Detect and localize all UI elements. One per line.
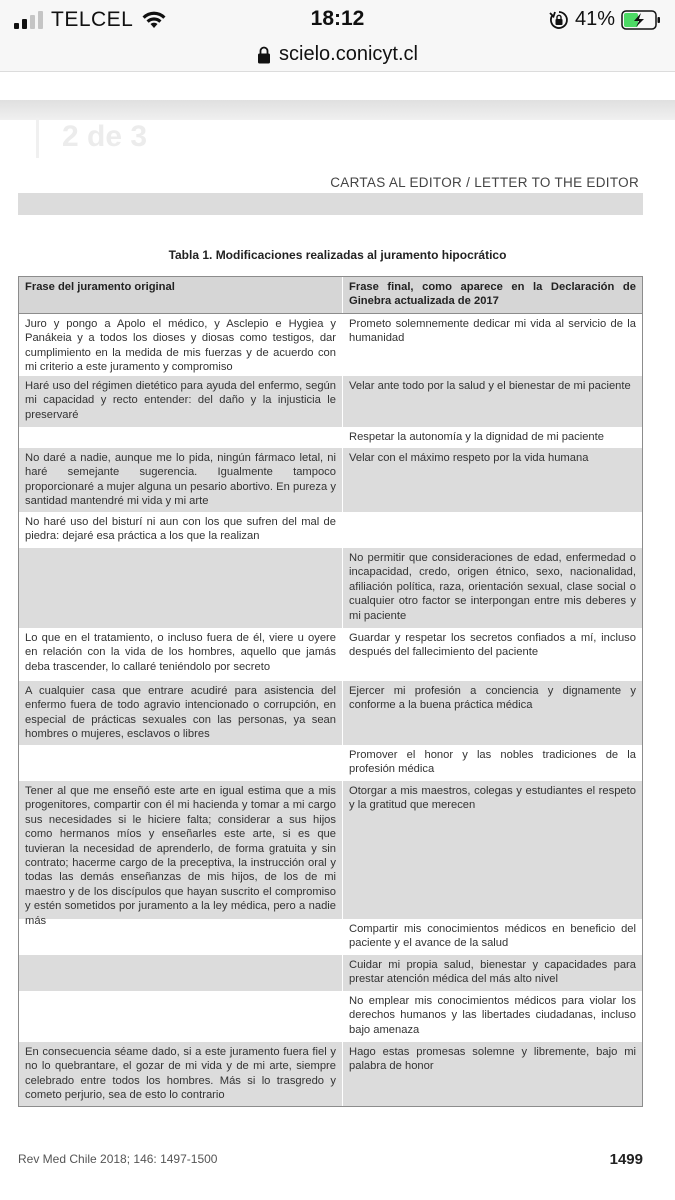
- cell-original: [19, 955, 343, 991]
- table-row: [19, 681, 642, 745]
- column-header-original: Frase del juramento original: [19, 277, 343, 313]
- header-band: [18, 193, 643, 215]
- table-row: [19, 955, 642, 991]
- table-row: [19, 745, 642, 781]
- cell-original: [19, 548, 343, 628]
- cell-final: No emplear mis conocimientos médicos para violar los derechos humanos y las libertades ciudadanas, incluso bajo amenaza: [349, 995, 636, 1036]
- table-row: [19, 781, 642, 927]
- cell-final: Velar ante todo por la salud y el bienestar de mi paciente: [349, 380, 631, 392]
- table-row: [19, 512, 642, 548]
- page-counter: 2 de 3: [62, 120, 148, 153]
- cell-final: Ejercer mi profesión a conciencia y dignamente y conforme a la buena práctica médica: [349, 685, 636, 712]
- battery-percent: 41%: [574, 8, 615, 30]
- lock-icon: [257, 46, 271, 64]
- table-row: [19, 427, 642, 448]
- table-row: [19, 991, 642, 1042]
- page-top-shadow: [0, 100, 675, 120]
- cell-original: [19, 991, 343, 1042]
- table-row: [19, 548, 642, 628]
- table-row: [19, 919, 642, 955]
- page-counter-bar: [36, 118, 39, 158]
- page-number: 1499: [609, 1151, 643, 1168]
- cell-original: A cualquier casa que entrare acudiré para asistencia del enfermo fuera de todo agravio intencionado o corrupción, en especial de prácticas sexuales con las personas, ya sean hombres o mujeres, esclavos o libres: [19, 681, 343, 745]
- oath-table: [18, 276, 643, 1107]
- cell-final: Cuidar mi propia salud, bienestar y capacidades para prestar atención médica del más alto nivel: [349, 959, 636, 986]
- cell-final: Velar con el máximo respeto por la vida humana: [349, 452, 589, 464]
- cell-original: Haré uso del régimen dietético para ayuda del enfermo, según mi capacidad y recto entender: del daño y la injusticia le preservaré: [19, 376, 343, 427]
- table-row: [19, 448, 642, 512]
- cell-final: Otorgar a mis maestros, colegas y estudiantes el respeto y la gratitud que merecen: [349, 785, 636, 812]
- cell-original: [19, 745, 343, 781]
- status-right: [549, 8, 661, 31]
- cell-original: En consecuencia séame dado, si a este juramento fuera fiel y no lo quebrantare, el gozar de mi vida y de mi arte, siempre celebrado entre todos los hombres. Más si lo trasgredo y cometo perjurio, sea de esto lo contrario: [19, 1042, 343, 1106]
- orientation-lock-icon: [549, 10, 569, 30]
- url-text: scielo.conicyt.cl: [279, 43, 418, 65]
- footer-citation: Rev Med Chile 2018; 146: 1497-1500: [18, 1152, 218, 1166]
- table-row: [19, 376, 642, 427]
- cell-final: Guardar y respetar los secretos confiados a mí, incluso después del fallecimiento del paciente: [349, 632, 636, 659]
- cell-original: [19, 919, 343, 955]
- cell-original: Juro y pongo a Apolo el médico, y Asclepio e Hygiea y Panákeia y a todos los dioses y diosas como testigos, dar cumplimiento en la medida de mis fuerzas y de acuerdo con mi criterio a este juramento y compromiso: [19, 314, 343, 376]
- cell-final: Prometo solemnemente dedicar mi vida al servicio de la humanidad: [349, 318, 636, 345]
- cell-final: Hago estas promesas solemne y libremente, bajo mi palabra de honor: [349, 1046, 636, 1073]
- table-row: [19, 628, 642, 681]
- battery-charging-icon: [621, 10, 661, 30]
- table-row: [19, 1042, 642, 1106]
- column-header-final: Frase final, como aparece en la Declaración de Ginebra actualizada de 2017: [349, 281, 636, 308]
- cell-original: No haré uso del bisturí ni aun con los que sufren del mal de piedra: dejaré esa práctica a los que la realizan: [19, 512, 343, 548]
- cell-original: [19, 427, 343, 448]
- section-title: CARTAS AL EDITOR / LETTER TO THE EDITOR: [330, 175, 639, 190]
- cell-final: No permitir que consideraciones de edad, enfermedad o incapacidad, credo, origen étnico, sexo, nacionalidad, afiliación política, raza, orientación sexual, clase social o cualquier otro factor se interpongan entre mis deberes y mi paciente: [349, 552, 636, 622]
- cell-final: Compartir mis conocimientos médicos en beneficio del paciente y el avance de la salud: [349, 923, 636, 950]
- url-bar[interactable]: [0, 38, 675, 72]
- cell-final: [343, 512, 642, 548]
- cell-final: Promover el honor y las nobles tradiciones de la profesión médica: [349, 749, 636, 776]
- table-header-row: [19, 277, 642, 314]
- cell-final: Respetar la autonomía y la dignidad de mi paciente: [349, 431, 604, 443]
- table-row: [19, 314, 642, 376]
- table-title: Tabla 1. Modificaciones realizadas al juramento hipocrático: [168, 248, 507, 262]
- carrier-name: TELCEL: [51, 8, 134, 31]
- clock: 18:12: [310, 7, 365, 30]
- cell-original: No daré a nadie, aunque me lo pida, ningún fármaco letal, ni haré semejante sugerencia. Igualmente tampoco proporcionaré a mujer alguna un pesario abortivo. En pureza y santidad mantendré mi vida y mi arte: [19, 448, 343, 512]
- status-bar: [0, 0, 675, 38]
- cell-original: Lo que en el tratamiento, o incluso fuera de él, viere u oyere en relación con la vida de los hombres, aquello que jamás deba trascender, lo callaré teniéndolo por secreto: [19, 628, 343, 681]
- cell-original: Tener al que me enseñó este arte en igual estima que a mis progenitores, compartir con él mi hacienda y tomar a mi cargo sus necesidades si le hiciere falta; considerar a sus hijos como hermanos míos y enseñarles este arte, si es que tuvieran la necesidad de aprenderlo, de forma gratuita y sin contrato; hacerme cargo de la preceptiva, la instrucción oral y todas las demás enseñanzas de mis hijos, de los de mi maestro y de los discípulos que hayan suscrito el compromiso y estén sometidos por juramento a la ley médica, pero a nadie más: [19, 781, 343, 919]
